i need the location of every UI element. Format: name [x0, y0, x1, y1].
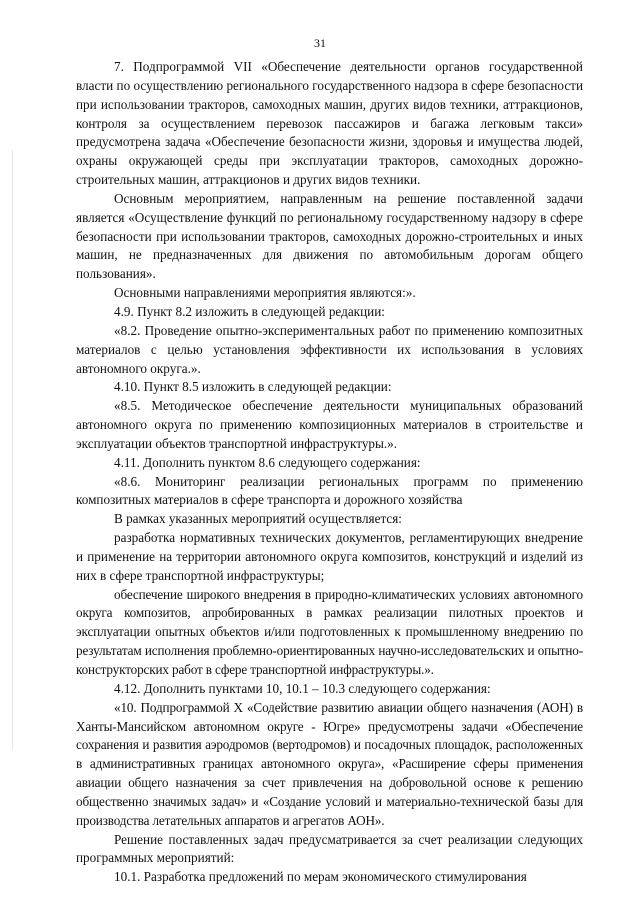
document-body [76, 58, 583, 887]
paragraph-item-4-11: 4.11. Дополнить пунктом 8.6 следующего содержания: [114, 454, 421, 470]
paragraph-clause-8-6: «8.6. Мониторинг реализации региональных программ по применению композитных материалов в сфере транспорта и дорожного хозяйства [76, 473, 583, 508]
paragraph-clause-10-1: 10.1. Разработка предложений по мерам экономического стимулирования [114, 869, 527, 885]
paragraph-solution-tasks: Решение поставленных задач предусматривается за счет реализации следующих программных мероприятий: [76, 831, 583, 866]
paragraph-main-directions: Основными направлениями мероприятия являются:». [114, 285, 416, 301]
paragraph-wide-implementation: обеспечение широкого внедрения в природно-климатических условиях автономного округа композитов, апробированных в рамках реализации пилотных проектов и эксплуатации опытных объектов и/или подготовленных к промышленному внедрению по результатам исполнения проблемно-ориентированных научно-исследовательских и опытно-конструкторских работ в сфере транспортной инфраструктуры.». [76, 586, 583, 677]
paragraph-development-docs: разработка нормативных технических документов, регламентирующих внедрение и применение на территории автономного округа композитов, конструкций и изделий из них в сфере транспортной инфраструктуры; [76, 530, 583, 583]
paragraph-item-4-9: 4.9. Пункт 8.2 изложить в следующей редакции: [114, 303, 385, 319]
paragraph-subprogram-vii: 7. Подпрограммой VII «Обеспечение деятельности органов государственной власти по осуществлению регионального государственного надзора в сфере безопасности при использовании тракторов, самоходных машин, других видов техники, аттракционов, контроля за осуществлением перевозок пассажиров и багажа легковым такси» предусмотрена задача «Обеспечение безопасности жизни, здоровья и имущества людей, охраны окружающей среды при эксплуатации тракторов, самоходных дорожно-строительных машин, аттракционов и других видов техники. [76, 59, 583, 188]
page-number: 31 [314, 36, 326, 50]
paragraph-item-4-12: 4.12. Дополнить пунктами 10, 10.1 – 10.3 следующего содержания: [114, 680, 491, 696]
paragraph-clause-8-2: «8.2. Проведение опытно-экспериментальных работ по применению композитных материалов с целью установления эффективности их использования в условиях автономного округа.». [76, 322, 583, 376]
paragraph-within-activities: В рамках указанных мероприятий осуществляется: [114, 511, 402, 527]
paragraph-item-4-10: 4.10. Пункт 8.5 изложить в следующей редакции: [114, 379, 392, 395]
paragraph-main-activity: Основным мероприятием, направленным на решение поставленной задачи является «Осуществление функций по региональному государственному надзору в сфере безопасности при использовании тракторов, самоходных дорожно-строительных и иных машин, не предназначенных для движения по автомобильным дорогам общего пользования». [76, 190, 583, 282]
paragraph-clause-8-5: «8.5. Методическое обеспечение деятельности муниципальных образований автономного округа по применению композиционных материалов в строительстве и эксплуатации объектов транспортной инфраструктуры.». [76, 398, 583, 451]
scan-edge-line [12, 150, 13, 750]
paragraph-subprogram-x: «10. Подпрограммой X «Содействие развитию авиации общего назначения (АОН) в Ханты-Мансийском автономном округе - Югре» предусмотрены задачи «Обеспечение сохранения и развития аэродромов (вертодромов) и посадочных площадок, расположенных в административных границах автономного округа», «Расширение сферы применения авиации общего назначения за счет привлечения на добровольной основе к решению общественно значимых задач» и «Создание условий и материально-технической базы для производства летательных аппаратов и агрегатов АОН». [76, 699, 583, 828]
